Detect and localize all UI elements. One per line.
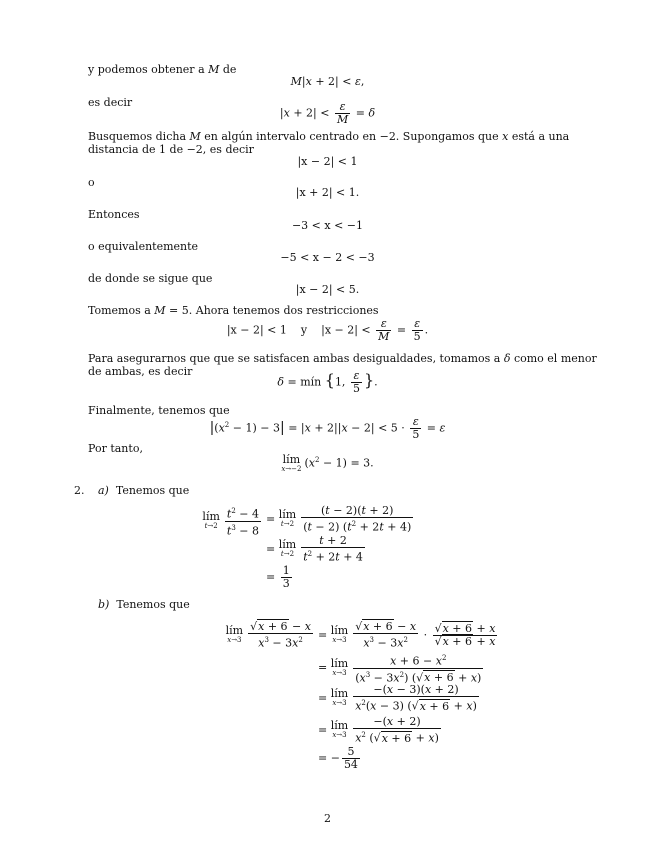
- equation-delta-min: δ = mín {1, $\frac{\varepsilon}{5}$ }.: [277, 369, 378, 395]
- equation-m-bound: M|x + 2| < ε,: [290, 75, 365, 88]
- paragraph-1: y podemos obtener a M de: [88, 63, 237, 76]
- paragraph-9: Para asegurarnos que que se satisfacen ambas desigualdades, tomamos a δ como el menor de ambas, es decir: [88, 352, 597, 378]
- equation-final: $|(x^2 - 1) - 3| = |x + 2||x - 2| < 5$ · $\frac{\varepsilon}{5}$ = ε: [209, 415, 446, 441]
- paragraph-11: Por tanto,: [88, 442, 143, 455]
- equation-delta: |x + 2| < $\frac{\varepsilon}{M}$ = δ: [279, 100, 376, 126]
- 2b-row-2: = lím x→3 $\frac{x + 6 - x^2}{(x^3 - 3x^2) (√x + 6 + x)}$: [318, 654, 482, 685]
- paragraph-6: o equivalentemente: [88, 240, 199, 253]
- paragraph-7: de donde se sigue que: [88, 272, 213, 285]
- paragraph-10: Finalmente, tenemos que: [88, 404, 230, 417]
- 2b-row-1: = lím x→3 $\frac{√x + 6 - x}{x^3 - 3x^2}$ · $\frac{√x + 6 + x}{√x + 6 + x}$: [318, 620, 496, 650]
- 2a-lhs: lím t→2 $\frac{t^2 - 4}{t^3 - 8}$: [202, 507, 259, 538]
- 2b-row-3: = lím x→3 $\frac{-(x - 3)(x + 2)}{x^2(x - 3) (√x + 6 + x)}$: [318, 683, 477, 713]
- equation-e5: −3 < x < −1: [291, 219, 364, 232]
- page-number: 2: [324, 812, 331, 825]
- 2b-lhs: lím x→3 $\frac{√x + 6 - x}{x^3 - 3x^2}$: [225, 620, 311, 650]
- equation-two-restrictions: |x − 2| < 1 y |x − 2| < $\frac{\varepsilon}{M}$ = $\frac{\varepsilon}{5}$ .: [226, 317, 429, 343]
- paragraph-2: es decir: [88, 96, 133, 109]
- 2a-row-2: = lím t→2 $\frac{t + 2}{t^2 + 2t + 4}$: [266, 534, 363, 564]
- paragraph-5: Entonces: [88, 208, 140, 221]
- 2a-row-1: = lím t→2 $\frac{(t - 2)(t + 2)}{(t - 2) (t^2 + 2t + 4)}$: [266, 504, 412, 534]
- equation-e3: |x − 2| < 1: [297, 155, 358, 168]
- item-a: a) Tenemos que: [98, 484, 190, 497]
- paragraph-4: o: [88, 176, 95, 189]
- 2b-row-4: = lím x→3 $\frac{-(x + 2)}{x^2 (√x + 6 + x)}$: [318, 715, 439, 745]
- paragraph-3: Busquemos dicha M en algún intervalo centrado en −2. Supongamos que x está a una distancia de 1 de −2, es decir: [88, 130, 570, 156]
- 2b-row-5: = − $\frac{5}{54}$: [318, 745, 358, 771]
- equation-limit-result: lím x→−2 $(x^2 - 1) = 3$.: [281, 452, 374, 473]
- item-b: b) Tenemos que: [98, 598, 190, 611]
- item-number: 2.: [74, 484, 85, 497]
- equation-e7: |x − 2| < 5.: [295, 283, 360, 296]
- 2a-row-3: = $\frac{1}{3}$: [266, 564, 290, 590]
- equation-e4: |x + 2| < 1.: [295, 186, 360, 199]
- paragraph-8: Tomemos a M = 5. Ahora tenemos dos restricciones: [88, 304, 379, 317]
- equation-e6: −5 < x − 2 < −3: [280, 251, 375, 264]
